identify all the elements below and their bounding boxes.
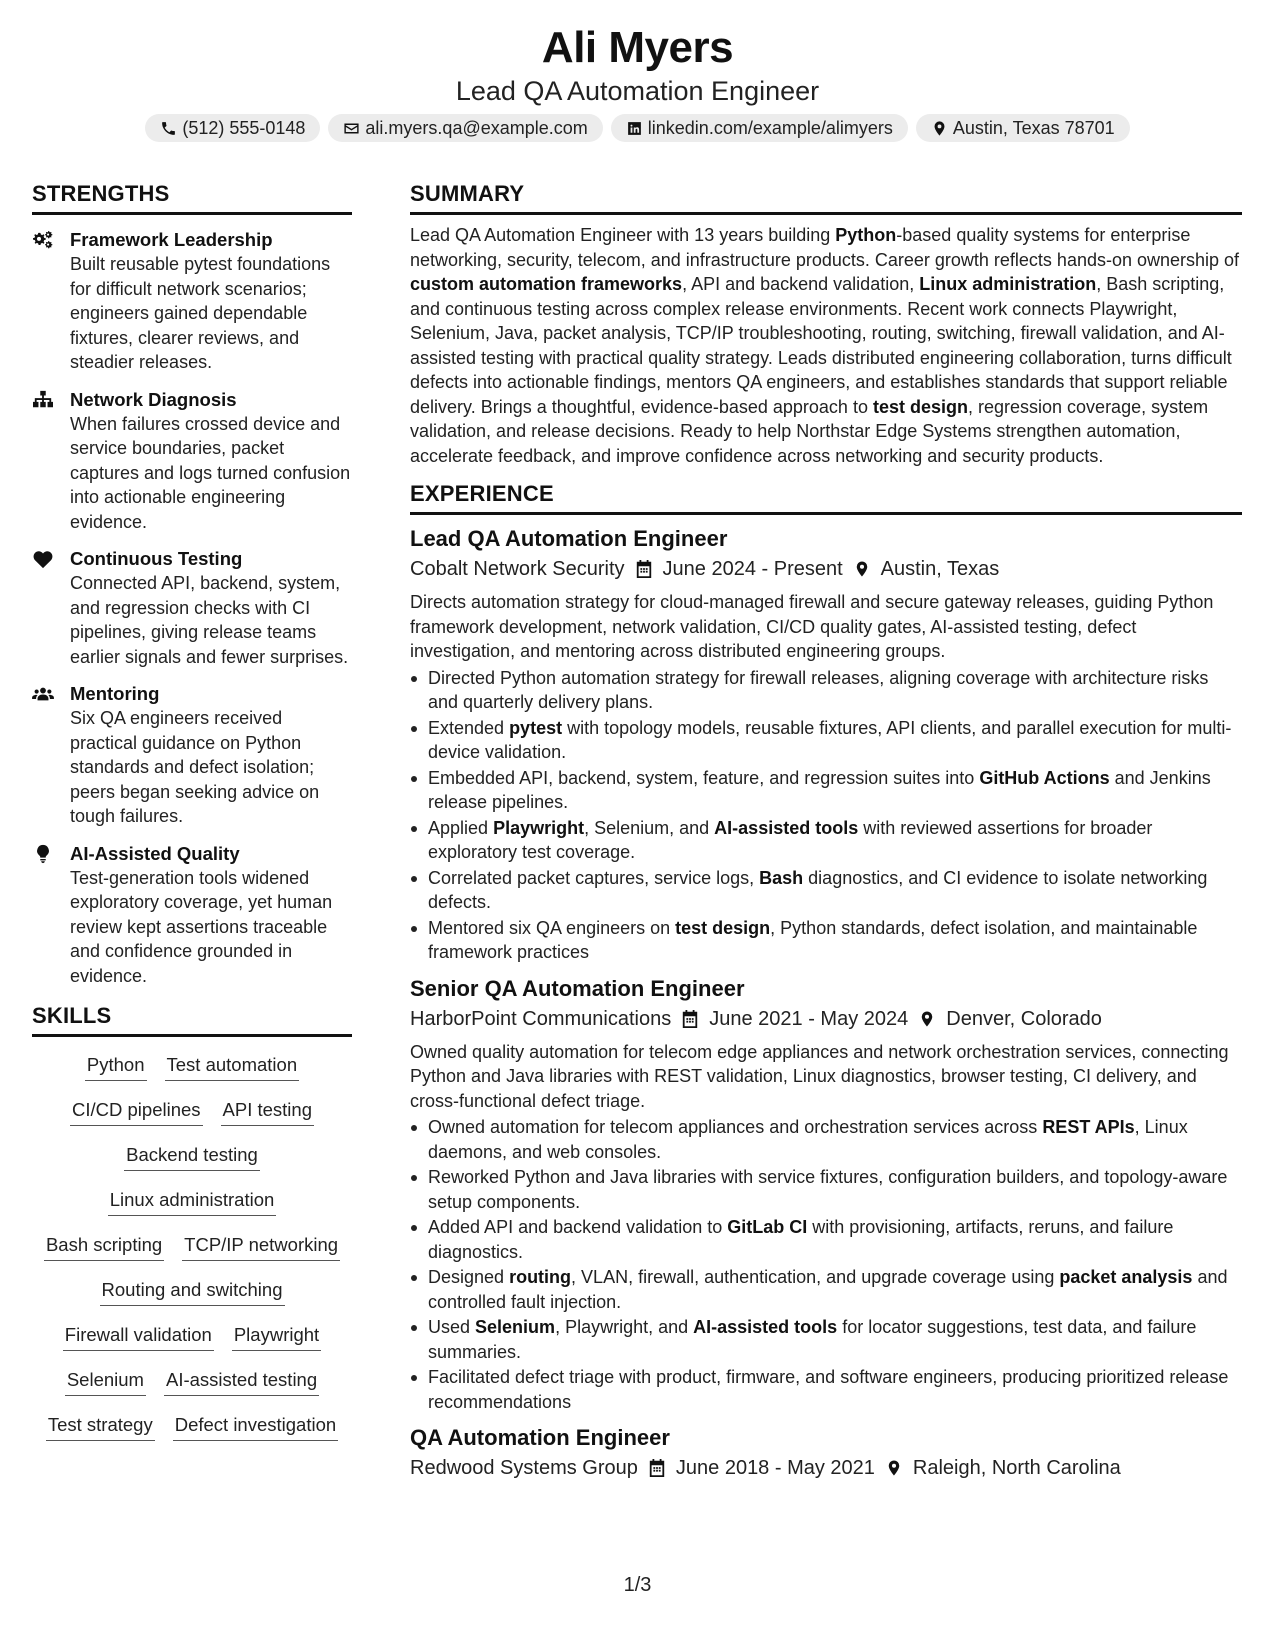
strengths-heading: STRENGTHS xyxy=(32,180,352,215)
strength-item xyxy=(32,546,352,669)
job-bullet: Mentored six QA engineers on test design, Python standards, defect isolation, and maintainable framework practices xyxy=(410,916,1242,965)
job-bullet: Extended pytest with topology models, reusable fixtures, API clients, and parallel execution for multi-device validation. xyxy=(410,716,1242,765)
job-role: Lead QA Automation Engineer xyxy=(410,526,728,551)
strength-title: AI-Assisted Quality xyxy=(70,842,240,864)
job-location: Austin, Texas xyxy=(880,558,1000,580)
contact-email-text: ali.myers.qa@example.com xyxy=(365,117,588,138)
job-bullet: Used Selenium, Playwright, and AI-assisted tools for locator suggestions, test data, and failure summaries. xyxy=(410,1315,1242,1364)
skill-tag: Firewall validation xyxy=(63,1323,214,1351)
emphasis-text: Linux administration xyxy=(919,274,1097,294)
job-bullet: Owned automation for telecom appliances and orchestration services across REST APIs, Linux daemons, and web consoles. xyxy=(410,1115,1242,1164)
map-pin-icon xyxy=(853,559,871,579)
skill-row xyxy=(70,1094,314,1139)
experience-list xyxy=(410,524,1242,1483)
emphasis-text: GitLab CI xyxy=(727,1217,808,1237)
summary-heading: SUMMARY xyxy=(410,180,1242,215)
skill-tag: Python xyxy=(85,1053,147,1081)
emphasis-text: routing xyxy=(509,1267,572,1287)
skill-tag: Test strategy xyxy=(46,1413,155,1441)
candidate-title: Lead QA Automation Engineer xyxy=(455,76,820,106)
job-role: Senior QA Automation Engineer xyxy=(410,975,745,1001)
job-description: Owned quality automation for telecom edge appliances and network orchestration services, connecting Python and Java libraries with REST validation, Linux diagnostics, browser testing, CI delivery, and cross-functional defect triage. xyxy=(410,1041,1229,1111)
job-role: QA Automation Engineer xyxy=(410,1425,670,1450)
strength-text: Test-generation tools widened exploratory coverage, yet human review kept assertions traceable and confidence grounded in evidence. xyxy=(70,867,333,986)
skill-row xyxy=(108,1184,277,1229)
job-bullets xyxy=(410,1115,1242,1414)
skill-row xyxy=(85,1049,299,1094)
emphasis-text: Selenium xyxy=(475,1317,556,1337)
envelope-icon xyxy=(343,120,360,137)
strength-text: Connected API, backend, system, and regression checks with CI pipelines, giving release teams earlier signals and fewer surprises. xyxy=(70,573,349,667)
map-pin-icon xyxy=(918,1009,936,1029)
job-location: Raleigh, North Carolina xyxy=(912,1457,1121,1479)
job-description: Directs automation strategy for cloud-managed firewall and secure gateway releases, guiding Python framework development, network validation, CI/CD quality gates, AI-assisted testing, defect investigation, and mentoring across distributed engineering groups. xyxy=(410,592,1214,661)
job-entry xyxy=(410,1423,1242,1483)
skill-tag: Selenium xyxy=(65,1368,146,1396)
job-bullet: Facilitated defect triage with product, firmware, and software engineers, producing prioritized release recommendations xyxy=(410,1365,1242,1414)
skill-row xyxy=(63,1319,321,1364)
skill-tag: Defect investigation xyxy=(173,1413,338,1441)
emphasis-text: AI-assisted tools xyxy=(714,817,859,838)
skills-heading: SKILLS xyxy=(32,1002,352,1037)
candidate-name: Ali Myers xyxy=(541,23,734,72)
job-dates: June 2021 - May 2024 xyxy=(709,1007,909,1030)
skill-tag: Routing and switching xyxy=(100,1278,285,1306)
job-company: HarborPoint Communications xyxy=(410,1007,672,1030)
job-bullet: Applied Playwright, Selenium, and AI-assisted tools with reviewed assertions for broader exploratory test coverage. xyxy=(410,816,1242,865)
calendar-icon xyxy=(635,559,653,579)
job-bullet: Directed Python automation strategy for firewall releases, aligning coverage with architecture risks and quarterly delivery plans. xyxy=(410,666,1242,715)
job-location: Denver, Colorado xyxy=(946,1007,1102,1030)
gears-icon xyxy=(32,230,54,250)
contact-linkedin-text: linkedin.com/example/alimyers xyxy=(647,117,893,138)
job-bullets xyxy=(410,666,1242,965)
skill-row xyxy=(44,1229,340,1274)
emphasis-text: REST APIs xyxy=(1042,1117,1135,1137)
strength-text: Six QA engineers received practical guidance on Python standards and defect isolation; peers began seeking advice on tough failures. xyxy=(70,708,320,826)
skill-tag: Bash scripting xyxy=(44,1233,164,1261)
emphasis-text: AI-assisted tools xyxy=(693,1317,838,1337)
strength-item xyxy=(32,227,352,375)
skill-row xyxy=(124,1139,260,1184)
emphasis-text: pytest xyxy=(509,717,563,738)
users-icon xyxy=(32,684,54,704)
emphasis-text: GitHub Actions xyxy=(979,767,1110,788)
strength-title: Mentoring xyxy=(70,683,160,704)
network-icon xyxy=(32,390,54,410)
skill-tag: Test automation xyxy=(165,1053,300,1081)
job-dates: June 2018 - May 2021 xyxy=(675,1457,875,1479)
emphasis-text: custom automation frameworks xyxy=(410,274,683,294)
phone-icon xyxy=(160,120,177,137)
contact-phone[interactable] xyxy=(145,114,320,142)
strength-title: Continuous Testing xyxy=(70,548,243,569)
linkedin-icon xyxy=(626,120,643,137)
job-bullet: Added API and backend validation to GitLab CI with provisioning, artifacts, reruns, and failure diagnostics. xyxy=(410,1215,1242,1264)
emphasis-text: test design xyxy=(675,917,771,938)
emphasis-text: test design xyxy=(872,396,968,417)
emphasis-text: Python xyxy=(835,225,897,245)
page-number: 1/3 xyxy=(623,1574,652,1596)
contact-location-text: Austin, Texas 78701 xyxy=(952,117,1115,138)
heart-icon xyxy=(32,549,54,569)
skill-tag: AI-assisted testing xyxy=(164,1368,319,1396)
skill-row xyxy=(65,1364,319,1409)
summary-text: Lead QA Automation Engineer with 13 years building Python-based quality systems for enterprise networking, security, telecom, and infrastructure products. Career growth reflects hands-on ownership of custom automation frameworks, API and backend validation, Linux administration, Bash scripting, and continuous testing across complex release environments. Recent work connects Playwright, Selenium, Java, packet analysis, TCP/IP troubleshooting, routing, switching, firewall validation, and AI-assisted testing with practical quality strategy. Leads distributed engineering collaboration, turns difficult defects into actionable findings, mentors QA engineers, and establishes standards that support reliable delivery. Brings a thoughtful, evidence-based approach to test design, regression coverage, system validation, and release decisions. Ready to help Northstar Edge Systems strengthen automation, accelerate feedback, and improve confidence across networking and security products. xyxy=(410,225,1240,466)
job-meta xyxy=(410,554,1242,584)
skill-row xyxy=(46,1409,338,1454)
emphasis-text: Playwright xyxy=(493,817,585,838)
strength-title: Network Diagnosis xyxy=(70,388,237,410)
contact-email[interactable] xyxy=(328,114,602,142)
strength-item xyxy=(32,387,352,535)
job-company: Cobalt Network Security xyxy=(410,558,625,580)
skills-list xyxy=(32,1049,352,1454)
skill-tag: API testing xyxy=(221,1098,314,1126)
strength-item xyxy=(32,841,352,989)
contact-phone-text: (512) 555-0148 xyxy=(182,117,306,138)
strength-title: Framework Leadership xyxy=(70,229,273,250)
job-bullet: Embedded API, backend, system, feature, and regression suites into GitHub Actions and Jenkins release pipelines. xyxy=(410,766,1242,815)
experience-heading: EXPERIENCE xyxy=(410,480,1242,515)
emphasis-text: packet analysis xyxy=(1059,1267,1193,1287)
lightbulb-icon xyxy=(32,844,54,864)
calendar-icon xyxy=(681,1009,699,1029)
job-meta xyxy=(410,1004,1242,1034)
job-bullet: Designed routing, VLAN, firewall, authentication, and upgrade coverage using packet analysis and controlled fault injection. xyxy=(410,1265,1242,1314)
contact-location[interactable] xyxy=(916,114,1130,142)
calendar-icon xyxy=(648,1458,666,1478)
strength-text: Built reusable pytest foundations for difficult network scenarios; engineers gained dependable fixtures, clearer reviews, and steadier releases. xyxy=(70,254,331,372)
right-column xyxy=(410,180,1242,1483)
map-pin-icon xyxy=(931,120,948,137)
job-company: Redwood Systems Group xyxy=(410,1457,638,1479)
left-column xyxy=(32,180,352,1454)
skill-tag: Backend testing xyxy=(124,1143,260,1171)
job-bullet: Correlated packet captures, service logs, Bash diagnostics, and CI evidence to isolate networking defects. xyxy=(410,866,1242,915)
emphasis-text: Bash xyxy=(759,867,804,888)
job-entry xyxy=(410,524,1242,965)
skill-tag: CI/CD pipelines xyxy=(70,1098,203,1126)
map-pin-icon xyxy=(885,1458,903,1478)
contact-linkedin[interactable] xyxy=(611,114,908,142)
skill-row xyxy=(100,1274,285,1319)
skill-tag: Linux administration xyxy=(108,1188,277,1216)
job-entry xyxy=(410,974,1242,1415)
job-dates: June 2024 - Present xyxy=(662,558,843,580)
contact-bar xyxy=(0,114,1275,142)
strength-text: When failures crossed device and service boundaries, packet captures and logs turned confusion into actionable engineering evidence. xyxy=(70,413,351,532)
strength-item xyxy=(32,681,352,829)
skill-tag: TCP/IP networking xyxy=(182,1233,340,1261)
job-meta xyxy=(410,1453,1242,1483)
skill-tag: Playwright xyxy=(232,1323,321,1351)
job-bullet: Reworked Python and Java libraries with service fixtures, configuration builders, and topology-aware setup components. xyxy=(410,1165,1242,1214)
